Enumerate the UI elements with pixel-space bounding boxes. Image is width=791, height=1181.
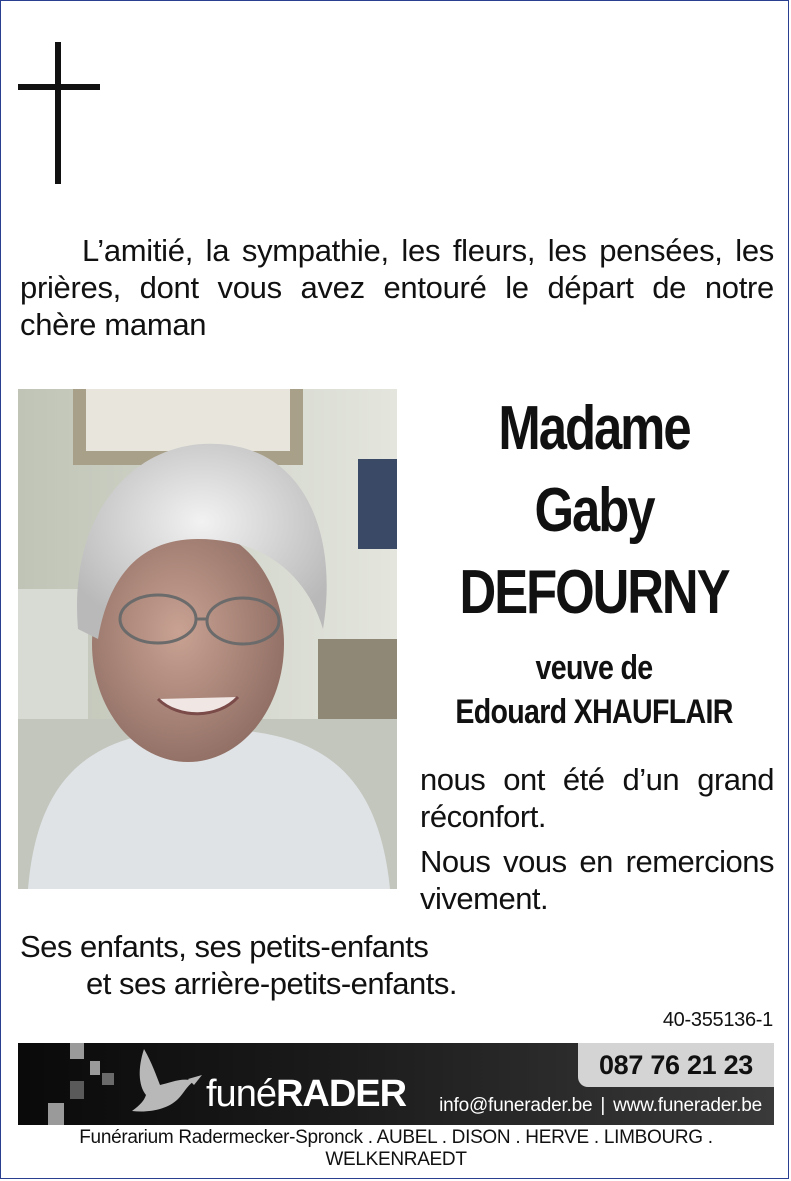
family-line-2: et ses arrière-petits-enfants.	[86, 966, 457, 1001]
brand-logo	[206, 1073, 406, 1116]
widow-of	[414, 646, 774, 734]
name-last: DEFOURNY	[459, 558, 729, 627]
family-signature	[20, 928, 520, 1002]
phone-number[interactable]: 087 76 21 23	[578, 1043, 774, 1087]
portrait-photo	[18, 389, 397, 889]
brand-name: RADER	[275, 1073, 407, 1115]
name-first: Gaby	[534, 476, 654, 545]
thanks-paragraph-1: nous ont été d’un grand réconfort.	[420, 762, 774, 834]
email-link[interactable]: info@funerader.be	[439, 1095, 593, 1116]
funeral-home-banner	[18, 1043, 774, 1125]
website-link[interactable]: www.funerader.be	[613, 1095, 762, 1116]
brand-prefix: funé	[206, 1073, 276, 1115]
reference-number: 40-355136-1	[662, 1009, 773, 1031]
dove-icon	[126, 1045, 208, 1117]
deceased-name	[414, 388, 774, 634]
cross-icon	[18, 42, 100, 184]
contact-separator: |	[600, 1095, 606, 1116]
locations-footer: Funérarium Radermecker-Spronck . AUBEL . DISON . HERVE . LIMBOURG . WELKENRAEDT	[79, 1127, 713, 1170]
contact-line	[439, 1095, 762, 1117]
widow-label: veuve de	[535, 649, 653, 687]
spouse-name: Edouard XHAUFLAIR	[455, 693, 733, 731]
thanks-paragraph-2: Nous vous en remercions vivement.	[420, 844, 774, 916]
family-line-1: Ses enfants, ses petits-enfants	[20, 929, 429, 964]
intro-text: L’amitié, la sympathie, les fleurs, les pensées, les prières, dont vous avez entouré le départ de notre chère maman	[20, 233, 774, 342]
name-title: Madame	[498, 394, 690, 463]
